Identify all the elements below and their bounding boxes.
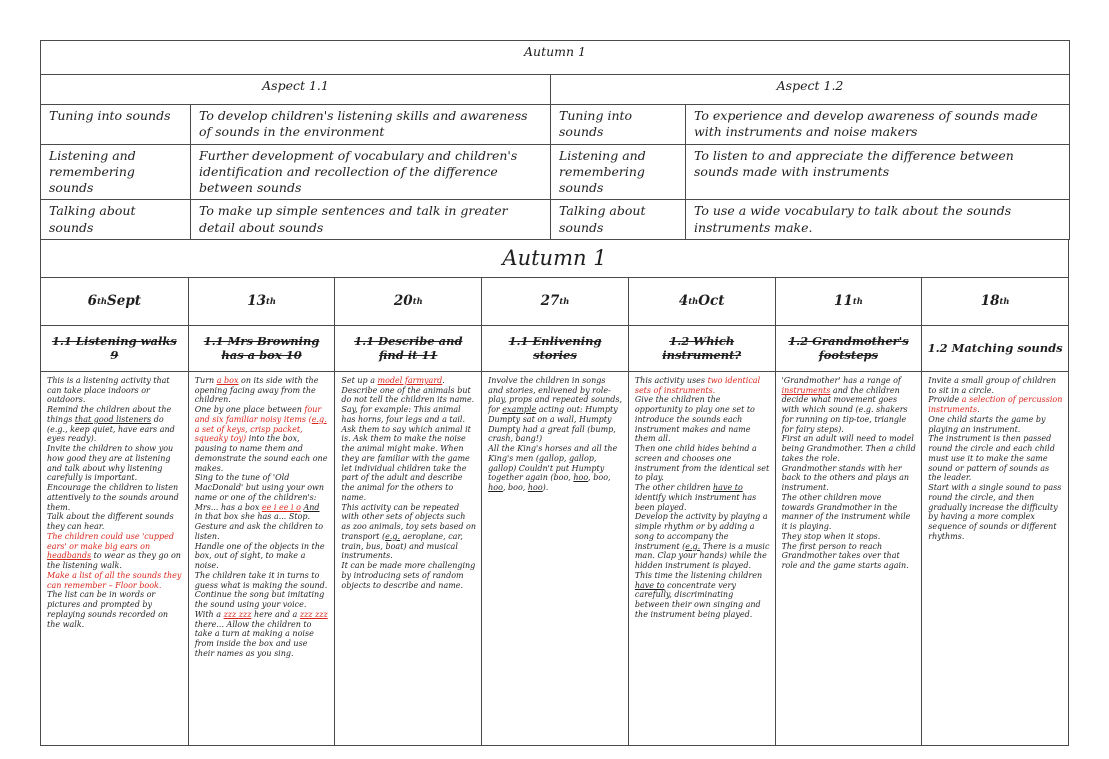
body-paragraph	[341, 386, 476, 406]
body-segment: It can be made more challenging by introducing sets of random objects to describe and name.	[341, 561, 476, 590]
body-paragraph	[635, 512, 770, 571]
body-paragraph	[928, 395, 1063, 415]
body-paragraph	[195, 590, 330, 610]
aspect-1-2-header: Aspect 1.2	[551, 75, 1070, 105]
body-paragraph	[47, 590, 183, 629]
activity-title: 1.1 Mrs Browning has a box 10	[203, 333, 320, 363]
body-paragraph	[782, 493, 917, 532]
body-segment: there... Allow the children to take a turn at making a noise from inside the box and use their names as you sing.	[194, 619, 314, 658]
body-segment: The children take it in turns to guess what is making the sound.	[194, 570, 328, 590]
body-paragraph	[635, 395, 770, 444]
activity-title: 1.1 Enlivening stories	[508, 333, 602, 363]
body-segment: hoo	[573, 473, 589, 483]
activity-title-cell	[776, 326, 922, 372]
aspect1-row3-label: Talking about sounds	[41, 200, 191, 240]
body-segment: This time the listening children	[634, 570, 763, 580]
activity-title-cell	[335, 326, 481, 372]
activity-body	[629, 372, 775, 745]
body-segment: ee i ee i o	[261, 502, 301, 512]
body-segment: headbands	[47, 551, 92, 561]
body-segment: The list can be in words or pictures and prompted by replaying sounds recorded on the walk.	[47, 590, 169, 629]
schedule-column	[188, 278, 335, 745]
body-segment: Invite the children to show you how good they are at listening and talk about why listening carefully is important. Encourage the children to listen attentively to the sounds around them.	[47, 444, 179, 512]
body-segment: example	[502, 405, 537, 414]
body-paragraph	[195, 542, 330, 571]
aspect1-row1-label: Tuning into sounds	[41, 105, 191, 145]
date-header	[189, 278, 335, 326]
activity-title: 1.2 Grandmother's footsteps	[788, 333, 909, 363]
overview-title-row	[41, 41, 1070, 75]
body-paragraph	[488, 444, 623, 493]
body-segment: 'Grandmother' has a range of	[781, 375, 901, 385]
body-segment: This activity uses	[634, 375, 708, 385]
aspect2-row3-desc: To use a wide vocabulary to talk about the sounds instruments make.	[686, 200, 1070, 240]
body-segment: and the children decide what movement goes with which sound (e.g. shakers for running on tip-toe, triangle for fairy steps).	[781, 385, 908, 434]
body-paragraph	[195, 405, 330, 473]
schedule-column	[334, 278, 481, 745]
body-paragraph	[782, 376, 917, 435]
body-segment: The children could use 'cupped ears' or make big ears on	[47, 531, 175, 551]
date-sup: th	[688, 296, 699, 307]
schedule-column	[921, 278, 1068, 745]
body-paragraph	[782, 464, 917, 493]
body-segment: They stop when it stops.	[781, 531, 881, 541]
body-segment: Say, for example: This animal has horns, four legs and a tail. Ask them to say which animal it is. Ask them to make the noise the animal might make. When they are familiar with the game let individual children take the part of the adult and describe the animal for the others to name.	[341, 405, 471, 502]
activity-title-cell	[482, 326, 628, 372]
body-segment: The other children move towards Grandmother in the manner of the instrument while it is playing.	[781, 492, 911, 531]
schedule-columns	[41, 278, 1068, 745]
body-segment: concentrate very carefully, discriminating between their own singing and the instrument being played.	[634, 580, 761, 619]
body-segment: have to	[713, 483, 743, 492]
schedule-column	[628, 278, 775, 745]
date-header	[482, 278, 628, 326]
body-segment: zzz zzz	[223, 609, 252, 619]
body-segment: Sing to the tune of 'Old MacDonald' but using your own name or one of the children's:	[194, 473, 325, 502]
body-segment: acting out: Humpty Dumpty sat on a wall, Humpty Dumpty had a great fall (bump, crash, bang!)	[488, 405, 618, 444]
date-sup: th	[999, 296, 1010, 307]
body-segment: here and a	[251, 609, 300, 619]
date-sup: th	[559, 296, 570, 307]
date-header	[776, 278, 922, 326]
body-paragraph	[928, 376, 1063, 396]
body-segment: , boo,	[588, 473, 611, 483]
body-segment: The other children	[634, 483, 714, 492]
body-paragraph	[47, 512, 183, 532]
overview-row-listening	[41, 144, 1070, 200]
date-sup: th	[97, 296, 108, 307]
activity-title: 1.2 Matching sounds	[927, 341, 1063, 356]
body-segment: Provide	[928, 395, 962, 405]
body-segment: Turn	[194, 375, 217, 385]
date-num: 13	[247, 293, 266, 310]
body-paragraph	[488, 376, 623, 444]
body-segment: The instrument is then passed round the circle and each child must use it to make the same sound or pattern of sounds as the leader.	[928, 434, 1055, 483]
activity-title: 1.1 Listening walks 9	[51, 333, 177, 363]
planning-document	[40, 40, 1069, 746]
body-paragraph	[195, 610, 330, 659]
body-segment: The first person to reach Grandmother takes over that role and the game starts again.	[781, 541, 909, 570]
body-paragraph	[341, 561, 476, 590]
body-segment: Gesture and ask the children to listen.	[194, 522, 324, 541]
body-paragraph	[635, 483, 770, 512]
schedule-table	[40, 239, 1069, 746]
activity-body	[41, 372, 188, 745]
body-segment: hoo	[527, 483, 543, 492]
body-segment: Describe one of the animals but do not tell the children its name.	[341, 385, 475, 405]
date-header	[629, 278, 775, 326]
overview-title: Autumn 1	[41, 41, 1070, 75]
body-paragraph	[782, 434, 917, 463]
body-segment: Invite a small group of children to sit in a circle.	[928, 375, 1057, 395]
date-rest: Sept	[107, 293, 142, 310]
aspect2-row3-label: Talking about sounds	[551, 200, 686, 240]
body-paragraph	[635, 376, 770, 396]
body-segment: Develop the activity by playing a simple rhythm or by adding a song to accompany the instrument (	[634, 512, 768, 551]
body-segment: e.g.	[311, 414, 327, 424]
body-segment: One child starts the game by playing an instrument.	[928, 414, 1046, 434]
aspect2-row2-label: Listening and remembering sounds	[551, 144, 686, 200]
aspect1-row2-label: Listening and remembering sounds	[41, 144, 191, 200]
activity-title: 1.2 Which instrument?	[662, 333, 742, 363]
date-rest: Oct	[698, 293, 725, 310]
body-paragraph	[47, 376, 183, 405]
body-segment: ).	[542, 483, 549, 492]
body-segment: This activity can be repeated with other sets of objects such as zoo animals, toy sets based on transport (	[341, 502, 476, 541]
date-sup: th	[852, 296, 863, 307]
body-segment: Handle one of the objects in the box, out of sight, to make a noise.	[194, 541, 325, 570]
body-paragraph	[782, 532, 917, 542]
body-paragraph	[195, 376, 330, 405]
body-paragraph	[635, 444, 770, 483]
body-segment: four and six familiar noisy items (	[194, 405, 322, 424]
overview-row-tuning	[41, 105, 1070, 145]
body-segment: All the King's horses and all the King's men (gallop, gallop, gallop) Couldn't put Humpty together again (boo,	[488, 444, 618, 483]
date-num: 4	[678, 293, 689, 310]
body-segment: identify which instrument has been played.	[634, 492, 757, 512]
aspect-1-1-header: Aspect 1.1	[41, 75, 551, 105]
body-segment: Talk about the different sounds they can hear.	[47, 512, 174, 531]
body-segment: Remind the children about the things	[47, 405, 172, 424]
body-segment: And	[303, 502, 320, 512]
body-segment: This is a listening activity that can take place indoors or outdoors.	[47, 375, 170, 405]
aspect1-row1-desc: To develop children's listening skills and awareness of sounds in the environment	[191, 105, 551, 145]
body-segment: First an adult will need to model being Grandmother. Then a child takes the role.	[781, 434, 916, 463]
body-paragraph	[928, 434, 1063, 483]
aspect1-row2-desc: Further development of vocabulary and children's identification and recollection of the difference between sounds	[191, 144, 551, 200]
body-paragraph	[195, 522, 330, 542]
activity-body	[335, 372, 481, 745]
body-segment: , boo,	[502, 483, 528, 492]
body-paragraph	[341, 405, 476, 503]
body-segment: to wear as they go on the listening walk.	[47, 551, 181, 570]
body-segment: One by one place between	[194, 405, 305, 414]
activity-body	[922, 372, 1068, 745]
body-paragraph	[635, 571, 770, 620]
date-header	[922, 278, 1068, 326]
body-segment: a set of keys, crisp packet, squeaky toy)	[194, 424, 303, 444]
date-num: 27	[540, 293, 560, 310]
body-paragraph	[928, 483, 1063, 542]
date-num: 11	[834, 293, 853, 310]
date-num: 6	[87, 293, 98, 310]
body-segment: two identical sets of instruments.	[634, 375, 761, 395]
activity-title: 1.1 Describe and find it 11	[354, 333, 463, 363]
body-paragraph	[341, 376, 476, 386]
activity-body	[189, 372, 335, 745]
schedule-column	[481, 278, 628, 745]
body-segment: Make a list of all the sounds they can remember – Floor book.	[47, 570, 182, 590]
date-header	[41, 278, 188, 326]
body-segment: aeroplane, car, train, bus, boat) and musical instruments.	[341, 531, 463, 561]
body-paragraph	[195, 473, 330, 502]
body-segment: e.g.	[685, 541, 701, 551]
body-segment: With a	[194, 609, 224, 619]
aspect1-row3-desc: To make up simple sentences and talk in greater detail about sounds	[191, 200, 551, 240]
body-segment: .	[442, 375, 445, 385]
body-paragraph	[47, 571, 183, 591]
date-sup: th	[265, 296, 276, 307]
body-segment: that good listeners	[74, 414, 152, 424]
body-segment: Then one child hides behind a screen and chooses one instrument from the identical set to play.	[634, 444, 770, 483]
body-segment: into the box, pausing to name them and demonstrate the sound each one makes.	[194, 434, 328, 473]
date-num: 18	[980, 293, 1000, 310]
body-segment: a box	[216, 375, 239, 385]
body-segment: a selection of percussion instruments.	[928, 395, 1063, 414]
body-segment: zzz zzz	[299, 609, 328, 619]
activity-body	[776, 372, 922, 745]
date-sup: th	[412, 296, 423, 307]
body-segment: have to	[634, 580, 665, 590]
body-paragraph	[195, 571, 330, 591]
activity-title-cell	[629, 326, 775, 372]
body-paragraph	[47, 444, 183, 512]
activity-title-cell	[41, 326, 188, 372]
body-paragraph	[782, 542, 917, 571]
body-segment: There is a music man. Clap your hands) while the hidden instrument is played.	[634, 541, 770, 570]
aspect2-row2-desc: To listen to and appreciate the difference between sounds made with instruments	[686, 144, 1070, 200]
body-segment: Continue the song but imitating the sound using your voice.	[194, 590, 325, 609]
body-segment: Give the children the opportunity to play one set to introduce the sounds each instrument makes and name them all.	[634, 395, 755, 444]
body-segment: on its side with the opening facing away from the children.	[194, 375, 319, 405]
body-segment: Set up a	[341, 375, 378, 385]
activity-title-cell	[189, 326, 335, 372]
date-header	[335, 278, 481, 326]
schedule-column	[41, 278, 188, 745]
body-segment: e.g.	[385, 531, 401, 541]
body-segment: Grandmother stands with her back to the others and plays an instrument.	[781, 463, 910, 492]
body-segment: in that box she has a... Stop.	[194, 512, 311, 522]
body-segment: Mrs... has a box	[194, 502, 262, 512]
body-paragraph	[928, 415, 1063, 435]
date-num: 20	[393, 293, 413, 310]
activity-body	[482, 372, 628, 745]
body-segment: do (e.g., keep quiet, have ears and eyes ready).	[47, 414, 175, 444]
body-paragraph	[47, 532, 183, 571]
body-paragraph	[195, 503, 330, 523]
body-segment: hoo	[488, 483, 503, 492]
activity-title-cell	[922, 326, 1068, 372]
body-segment: Start with a single sound to pass round the circle, and then gradually increase the difficulty by having a more complex sequence of sounds or different rhythms.	[928, 483, 1062, 541]
schedule-title: Autumn 1	[41, 240, 1068, 278]
schedule-column	[775, 278, 922, 745]
body-segment: Involve the children in songs and stories, enlivened by role-play, props and repeated sounds, for	[488, 375, 623, 414]
overview-row-talking	[41, 200, 1070, 240]
body-segment: model farmyard	[377, 375, 443, 385]
overview-table	[40, 40, 1070, 240]
aspect2-row1-label: Tuning into sounds	[551, 105, 686, 145]
aspect2-row1-desc: To experience and develop awareness of sounds made with instruments and noise makers	[686, 105, 1070, 145]
body-segment: instruments	[781, 385, 831, 395]
aspect-header-row	[41, 75, 1070, 105]
body-paragraph	[341, 503, 476, 562]
body-paragraph	[47, 405, 183, 444]
